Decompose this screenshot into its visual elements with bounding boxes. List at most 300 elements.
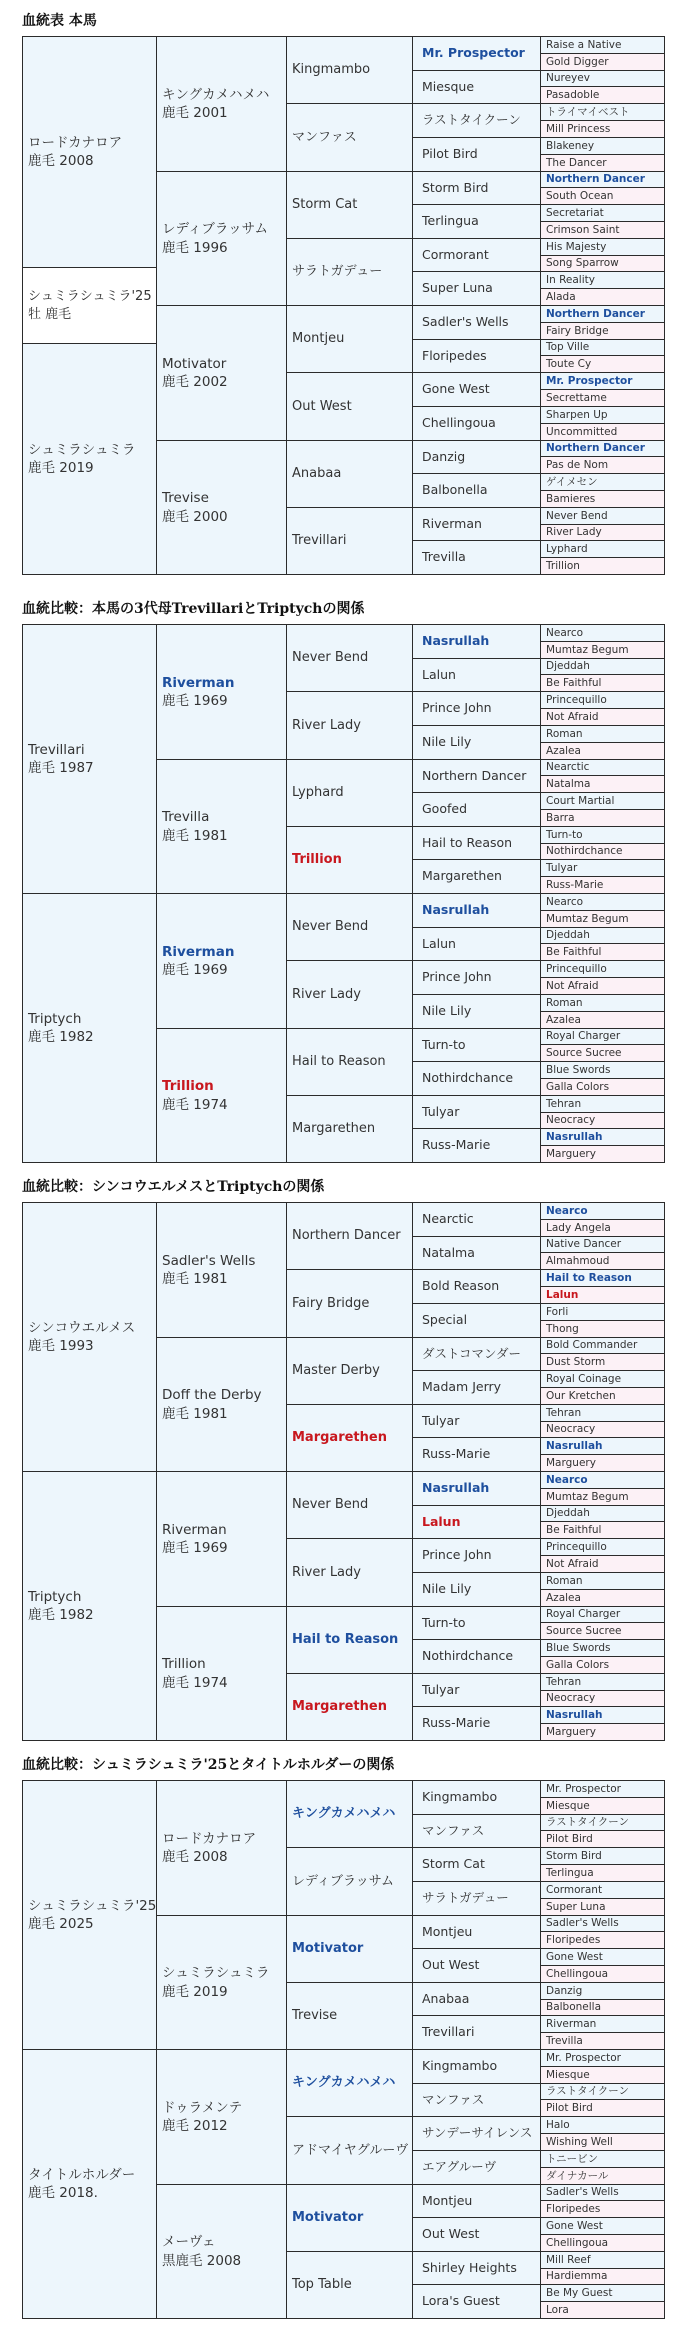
horse-name: Pilot Bird (546, 1832, 593, 1845)
gen4-sire-cell (412, 2150, 541, 2185)
gen4-sire-cell (412, 171, 541, 205)
gen5-dam-cell (540, 1145, 665, 1163)
gen5-sire-cell (540, 1538, 665, 1556)
horse-name: River Lady (292, 986, 361, 1002)
gen5-sire-cell (540, 204, 665, 222)
horse-name: Motivator (292, 1941, 364, 1957)
horse-name: Trevise (292, 2008, 338, 2024)
gen4-sire-cell (412, 1370, 541, 1405)
gen5-sire-cell (540, 103, 665, 121)
gen5-dam-cell (540, 1656, 665, 1674)
horse-name: Not Afraid (546, 979, 599, 992)
horse-name: Northern Dancer (546, 442, 645, 455)
horse-name: Nearctic (546, 761, 590, 774)
gen5-dam-cell (540, 1589, 665, 1607)
gen4-sire-cell (412, 1538, 541, 1573)
horse-name: Motivator (162, 355, 227, 372)
horse-name: Northern Dancer (422, 767, 527, 783)
horse-name: Pilot Bird (422, 146, 478, 162)
horse-name: Secrettame (546, 391, 607, 404)
gen4-sire-cell (412, 103, 541, 138)
gen5-dam-cell (540, 221, 665, 239)
horse-name: Roman (546, 727, 583, 740)
gen4-sire-cell (412, 1673, 541, 1707)
gen5-dam-cell (540, 2066, 665, 2084)
gen5-sire-cell (540, 406, 665, 424)
gen5-dam-cell (540, 120, 665, 138)
horse-name: Riverman (422, 515, 482, 531)
gen4-sire-cell (412, 893, 541, 928)
gen5-dam-cell (540, 1421, 665, 1438)
gen5-sire-cell (540, 2184, 665, 2201)
gen5-dam-cell (540, 2234, 665, 2252)
gen4-sire-cell (412, 2049, 541, 2084)
gen5-dam-cell (540, 557, 665, 575)
horse-name: River Lady (292, 717, 361, 733)
horse-name: Princequillo (546, 1540, 607, 1553)
horse-name: Halo (546, 2118, 570, 2131)
gen5-dam-cell (540, 1797, 665, 1815)
gen1-sire-cell (22, 2049, 157, 2319)
gen5-dam-cell (540, 322, 665, 340)
gen3-sire-cell (286, 36, 413, 104)
horse-name: Mr. Prospector (546, 1782, 621, 1795)
gen5-sire-cell (540, 305, 665, 323)
gen5-sire-cell (540, 2150, 665, 2168)
horse-name: Trevilla (422, 549, 466, 565)
gen1-sire-cell (22, 1780, 157, 2050)
gen2-sire-cell (156, 36, 287, 172)
gen5-sire-cell (540, 440, 665, 457)
gen3-sire-cell (286, 2184, 413, 2252)
gen5-sire-cell (540, 1437, 665, 1455)
gen2-sire-cell (156, 1337, 287, 1472)
horse-name: トニービン (546, 2152, 599, 2165)
gen5-sire-cell (540, 238, 665, 256)
gen5-dam-cell (540, 1830, 665, 1848)
gen5-dam-cell (540, 943, 665, 961)
horse-name: ドゥラメンテ (162, 2099, 243, 2116)
horse-name: Danzig (546, 1984, 583, 1997)
gen4-sire-cell (412, 305, 541, 340)
horse-name: Prince John (422, 1547, 492, 1563)
horse-name: Be Faithful (546, 676, 602, 689)
gen5-sire-cell (540, 859, 665, 877)
gen2-sire-cell (156, 893, 287, 1029)
horse-name: Lora's Guest (422, 2293, 500, 2309)
gen5-sire-cell (540, 1095, 665, 1113)
horse-name: Dust Storm (546, 1355, 606, 1368)
gen5-sire-cell (540, 1982, 665, 2000)
pedigree-table (22, 36, 664, 574)
horse-name: サンデーサイレンス (422, 2125, 533, 2141)
horse-detail: 鹿毛 1969 (162, 962, 228, 978)
horse-name: Source Sucree (546, 1624, 622, 1637)
gen4-sire-cell (412, 826, 541, 860)
horse-name: Song Sparrow (546, 257, 619, 270)
gen5-sire-cell (540, 1780, 665, 1798)
horse-name: Northern Dancer (292, 1228, 401, 1244)
horse-name: Djeddah (546, 1507, 590, 1520)
gen1-sire-cell (22, 893, 157, 1163)
gen5-sire-cell (540, 2015, 665, 2033)
horse-name: Top Ville (546, 341, 590, 354)
gen5-dam-cell (540, 1622, 665, 1640)
gen5-sire-cell (540, 2049, 665, 2067)
gen5-sire-cell (540, 137, 665, 155)
gen5-sire-cell (540, 1639, 665, 1657)
horse-name: Hail to Reason (292, 1054, 386, 1070)
horse-name: Super Luna (546, 1900, 606, 1913)
gen3-sire-cell (286, 171, 413, 239)
horse-name: Margarethen (292, 1430, 387, 1446)
horse-detail: 鹿毛 2002 (162, 374, 228, 390)
horse-name: Mumtaz Begum (546, 643, 629, 656)
gen3-sire-cell (286, 1404, 413, 1472)
horse-name: Nearctic (422, 1211, 474, 1227)
horse-name: Anabaa (292, 466, 342, 482)
horse-name: キングカメハメハ (292, 1806, 396, 1822)
horse-name: Thong (546, 1322, 579, 1335)
horse-detail: 鹿毛 1969 (162, 693, 228, 709)
gen5-dam-cell (540, 742, 665, 760)
horse-name: ゲイメセン (546, 475, 598, 488)
horse-name: Never Bend (292, 1497, 369, 1513)
gen5-sire-cell (540, 1505, 665, 1522)
horse-name: Balbonella (422, 482, 488, 498)
horse-name: Pilot Bird (546, 2101, 593, 2114)
gen5-dam-cell (540, 1219, 665, 1237)
gen5-sire-cell (540, 759, 665, 776)
horse-name: シュミラシュミラ (162, 1965, 270, 1982)
horse-name: Master Derby (292, 1363, 380, 1379)
horse-name: Court Martial (546, 794, 615, 807)
gen4-sire-cell (412, 540, 541, 575)
horse-name: Djeddah (546, 929, 590, 942)
gen5-sire-cell (540, 2251, 665, 2269)
horse-name: Chellingoua (422, 415, 496, 431)
gen5-dam-cell (540, 910, 665, 928)
horse-name: Northern Dancer (546, 307, 645, 320)
horse-name: Kingmambo (292, 62, 371, 78)
horse-name: Russ-Marie (422, 1446, 491, 1462)
gen4-sire-cell (412, 1706, 541, 1741)
gen2-sire-cell (156, 2184, 287, 2319)
horse-name: Barra (546, 811, 575, 824)
gen5-dam-cell (540, 187, 665, 205)
section-title: 血統比較：本馬の3代母TrevillariとTriptychの関係 (22, 601, 365, 617)
gen5-sire-cell (540, 1337, 665, 1354)
gen5-sire-cell (540, 994, 665, 1012)
horse-name: レディブラッサム (292, 1873, 395, 1889)
gen4-sire-cell (412, 725, 541, 760)
gen4-sire-cell (412, 1780, 541, 1815)
horse-name: Toute Cy (546, 357, 592, 370)
horse-name: Mr. Prospector (422, 45, 525, 61)
gen4-sire-cell (412, 1061, 541, 1096)
gen5-sire-cell (540, 271, 665, 289)
horse-name: Hail to Reason (422, 834, 513, 850)
gen5-dam-cell (540, 2268, 665, 2285)
horse-name: Doff the Derby (162, 1387, 262, 1404)
gen5-dam-cell (540, 1931, 665, 1949)
horse-name: Danzig (422, 448, 466, 464)
horse-name: ラストタイクーン (546, 2085, 630, 2098)
horse-name: Trevillari (28, 741, 85, 758)
horse-name: Trillion (292, 852, 342, 868)
gen4-sire-cell (412, 2083, 541, 2117)
horse-name: メーヴェ (162, 2234, 216, 2251)
gen5-sire-cell (540, 1404, 665, 1422)
horse-name: Galla Colors (546, 1658, 610, 1671)
gen5-dam-cell (540, 843, 665, 860)
gen5-sire-cell (540, 540, 665, 558)
horse-name: Marguery (546, 1456, 596, 1469)
horse-name: Princequillo (546, 962, 607, 975)
horse-detail: 鹿毛 1987 (28, 760, 94, 776)
horse-name: Bold Commander (546, 1339, 638, 1352)
horse-name: Fairy Bridge (546, 324, 609, 337)
horse-name: Neocracy (546, 1692, 596, 1705)
gen2-sire-cell (156, 440, 287, 575)
horse-name: Nearco (546, 895, 584, 908)
horse-name: Out West (422, 2226, 480, 2242)
subject-horse-cell (22, 267, 157, 344)
horse-name: Sadler's Wells (546, 2186, 619, 2199)
gen4-sire-cell (412, 792, 541, 827)
horse-name: Sharpen Up (546, 408, 608, 421)
horse-name: Almahmoud (546, 1254, 610, 1267)
horse-name: Trillion (162, 1656, 206, 1673)
horse-name: Mill Reef (546, 2253, 591, 2266)
gen5-dam-cell (540, 2099, 665, 2117)
section-title: 血統比較：シンコウエルメスとTriptychの関係 (22, 1179, 325, 1195)
gen4-sire-cell (412, 859, 541, 894)
horse-name: Mr. Prospector (546, 374, 633, 387)
gen5-dam-cell (540, 1965, 665, 1983)
gen5-dam-cell (540, 1723, 665, 1741)
gen4-sire-cell (412, 927, 541, 961)
gen3-sire-cell (286, 440, 413, 508)
horse-name: Trevise (162, 490, 209, 507)
gen3-sire-cell (286, 1471, 413, 1539)
gen3-sire-cell (286, 2251, 413, 2319)
gen5-dam-cell (540, 456, 665, 474)
gen5-sire-cell (540, 1881, 665, 1899)
horse-name: Miesque (546, 1799, 590, 1812)
gen5-sire-cell (540, 2217, 665, 2235)
gen4-sire-cell (412, 1028, 541, 1062)
horse-name: Forli (546, 1305, 569, 1318)
gen5-sire-cell (540, 2284, 665, 2302)
gen4-sire-cell (412, 1982, 541, 2016)
gen5-sire-cell (540, 691, 665, 709)
horse-name: レディブラッサム (162, 221, 268, 238)
gen5-dam-cell (540, 1387, 665, 1405)
gen5-sire-cell (540, 1202, 665, 1220)
gen3-sire-cell (286, 372, 413, 441)
gen5-sire-cell (540, 2083, 665, 2100)
gen4-sire-cell (412, 1269, 541, 1304)
horse-name: Trevilla (162, 809, 210, 826)
horse-detail: 鹿毛 1982 (28, 1029, 94, 1045)
horse-name: Gone West (546, 1950, 603, 1963)
horse-name: Wishing Well (546, 2135, 613, 2148)
gen4-sire-cell (412, 2015, 541, 2050)
horse-name: Neocracy (546, 1423, 596, 1436)
gen4-sire-cell (412, 204, 541, 239)
gen4-sire-cell (412, 238, 541, 272)
horse-detail: 鹿毛 1974 (162, 1096, 228, 1113)
gen5-dam-cell (540, 255, 665, 272)
horse-name: Floripedes (422, 347, 487, 363)
horse-name: Roman (546, 996, 583, 1009)
gen4-sire-cell (412, 1505, 541, 1539)
horse-name: サラトガデュー (292, 264, 383, 280)
horse-name: Mr. Prospector (546, 2051, 621, 2064)
horse-name: Never Bend (292, 650, 369, 666)
horse-name: Sadler's Wells (162, 1252, 256, 1269)
horse-name: Margarethen (292, 1699, 387, 1715)
gen4-sire-cell (412, 1128, 541, 1163)
horse-name: シュミラシュミラ'25 (28, 1897, 157, 1914)
gen3-sire-cell (286, 624, 413, 692)
gen5-dam-cell (540, 1044, 665, 1062)
gen5-dam-cell (540, 490, 665, 508)
horse-name: Trevilla (546, 2034, 583, 2047)
gen3-sire-cell (286, 103, 413, 172)
horse-name: Tulyar (422, 1412, 460, 1428)
horse-name: Nile Lily (422, 1003, 472, 1019)
gen5-dam-cell (540, 775, 665, 793)
gen4-sire-cell (412, 2251, 541, 2285)
gen5-dam-cell (540, 1690, 665, 1707)
gen4-sire-cell (412, 759, 541, 793)
horse-detail: 鹿毛 1996 (162, 239, 228, 256)
horse-name: Nearco (546, 1473, 588, 1486)
gen4-sire-cell (412, 137, 541, 172)
gen5-dam-cell (540, 641, 665, 659)
horse-detail: 鹿毛 2018. (28, 2185, 98, 2201)
gen5-dam-cell (540, 53, 665, 71)
gen5-dam-cell (540, 674, 665, 692)
horse-name: Lora (546, 2303, 569, 2316)
horse-name: Turn-to (422, 1614, 466, 1630)
horse-name: Super Luna (422, 280, 493, 296)
horse-name: Kingmambo (422, 2058, 498, 2074)
gen5-sire-cell (540, 171, 665, 188)
gen5-sire-cell (540, 339, 665, 356)
horse-name: River Lady (546, 526, 602, 539)
horse-name: Tehran (546, 1097, 582, 1110)
horse-name: Turn-to (422, 1036, 466, 1052)
horse-name: Tulyar (546, 861, 578, 874)
horse-name: Chellingoua (546, 1967, 609, 1980)
horse-name: Riverman (546, 2017, 597, 2030)
horse-name: トライマイベスト (546, 105, 630, 118)
horse-name: エアグルーヴ (422, 2159, 497, 2175)
gen5-dam-cell (540, 708, 665, 726)
horse-name: Nile Lily (422, 734, 472, 750)
gen2-sire-cell (156, 171, 287, 306)
horse-name: Montjeu (422, 2192, 473, 2208)
horse-name: Native Dancer (546, 1238, 622, 1251)
horse-name: ロードカナロア (162, 1830, 257, 1847)
horse-name: Nearco (546, 626, 584, 639)
gen3-sire-cell (286, 1028, 413, 1096)
gen4-sire-cell (412, 372, 541, 407)
horse-detail: 鹿毛 1981 (162, 1271, 228, 1287)
horse-name: Lyphard (546, 542, 588, 555)
horse-name: Natalma (422, 1244, 475, 1260)
horse-name: Northern Dancer (546, 173, 645, 186)
gen2-sire-cell (156, 305, 287, 441)
pedigree-table (22, 624, 664, 1162)
gen5-sire-cell (540, 725, 665, 743)
gen5-dam-cell (540, 86, 665, 104)
horse-name: Gone West (422, 381, 490, 397)
gen5-sire-cell (540, 1673, 665, 1691)
horse-name: Balbonella (546, 2001, 602, 2014)
horse-name: Miesque (546, 2068, 590, 2081)
horse-name: Bold Reason (422, 1278, 500, 1294)
gen3-sire-cell (286, 1269, 413, 1338)
gen5-dam-cell (540, 423, 665, 441)
pedigree-table (22, 1202, 664, 1740)
horse-name: キングカメハメハ (162, 86, 270, 103)
horse-name: Tehran (546, 1406, 582, 1419)
horse-name: Nureyev (546, 72, 590, 85)
gen5-sire-cell (540, 826, 665, 844)
horse-name: Nothirdchance (546, 845, 623, 858)
horse-name: Chellingoua (546, 2236, 609, 2249)
horse-name: Bamieres (546, 492, 596, 505)
horse-name: Top Table (292, 2277, 352, 2293)
horse-name: Be Faithful (546, 1523, 602, 1536)
gen5-dam-cell (540, 1011, 665, 1029)
horse-name: Nearco (546, 1204, 588, 1217)
gen4-sire-cell (412, 1639, 541, 1674)
horse-detail: 鹿毛 1981 (162, 827, 228, 844)
horse-name: マンファス (422, 2091, 485, 2107)
gen4-sire-cell (412, 2217, 541, 2252)
horse-name: Raise a Native (546, 38, 622, 51)
horse-name: Montjeu (292, 331, 345, 347)
horse-name: Lyphard (292, 785, 344, 801)
horse-detail: 鹿毛 2000 (162, 508, 228, 525)
gen5-sire-cell (540, 1370, 665, 1388)
horse-name: Special (422, 1312, 468, 1328)
gen4-sire-cell (412, 406, 541, 441)
horse-name: ラストタイクーン (546, 1816, 630, 1829)
gen3-sire-cell (286, 691, 413, 760)
section-title: 血統表 本馬 (22, 13, 97, 29)
horse-name: Nothirdchance (422, 1070, 514, 1086)
gen3-sire-cell (286, 1982, 413, 2050)
gen3-sire-cell (286, 960, 413, 1029)
gen3-sire-cell (286, 1606, 413, 1674)
gen5-dam-cell (540, 2032, 665, 2050)
horse-name: Pasadoble (546, 88, 600, 101)
horse-name: Margarethen (422, 868, 502, 884)
horse-name: シュミラシュミラ (28, 441, 136, 458)
horse-name: Azalea (546, 1013, 581, 1026)
horse-name: Roman (546, 1574, 583, 1587)
gen5-dam-cell (540, 1353, 665, 1371)
gen4-sire-cell (412, 1202, 541, 1237)
gen3-sire-cell (286, 893, 413, 961)
horse-detail: 鹿毛 1974 (162, 1674, 228, 1691)
